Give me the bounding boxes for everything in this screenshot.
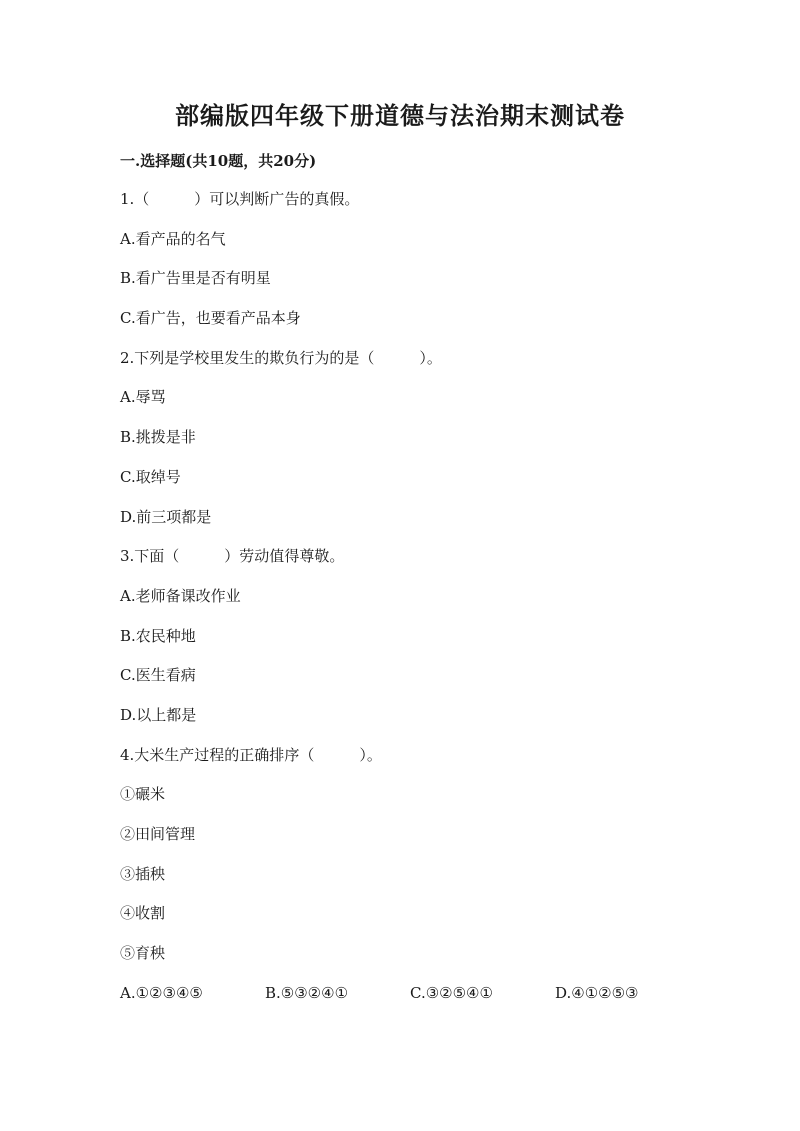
question-1-option-a: A.看产品的名气: [120, 229, 226, 248]
question-4-option-c: C.③②⑤④①: [410, 983, 493, 1002]
question-2-option-d: D.前三项都是: [120, 507, 212, 526]
section-header: 一.选择题(共10题，共20分): [120, 152, 317, 170]
question-4-item-1: ①碾米: [120, 785, 166, 804]
question-4-item-4: ④收割: [120, 904, 166, 923]
question-4-option-a: A.①②③④⑤: [120, 983, 203, 1002]
question-1-option-b: B.看广告里是否有明星: [120, 269, 271, 288]
question-4-option-d: D.④①②⑤③: [555, 983, 639, 1002]
question-3-option-a: A.老师备课改作业: [120, 586, 241, 605]
question-2-option-a: A.辱骂: [120, 388, 166, 407]
question-2-option-b: B.挑拨是非: [120, 428, 196, 447]
question-stem-4: 4.大米生产过程的正确排序（ ）。: [120, 745, 382, 764]
page-title: 部编版四年级下册道德与法治期末测试卷: [175, 101, 625, 130]
question-4-options: [120, 974, 700, 1014]
question-stem-2: 2.下列是学校里发生的欺负行为的是（ ）。: [120, 348, 442, 367]
question-4-item-3: ③插秧: [120, 864, 166, 883]
question-3-option-d: D.以上都是: [120, 705, 197, 724]
question-2-option-c: C.取绰号: [120, 467, 181, 486]
question-list: [120, 180, 700, 1013]
question-4-item-5: ⑤育秧: [120, 944, 166, 963]
question-stem-1: 1.（ ）可以判断广告的真假。: [120, 190, 360, 208]
question-3-option-b: B.农民种地: [120, 626, 196, 645]
question-3-option-c: C.医生看病: [120, 666, 196, 685]
question-4-item-2: ②田间管理: [120, 825, 196, 843]
question-4-option-b: B.⑤③②④①: [265, 983, 349, 1002]
question-1-option-c: C.看广告，也要看产品本身: [120, 309, 301, 328]
question-stem-3: 3.下面（ ）劳动值得尊敬。: [120, 547, 345, 566]
